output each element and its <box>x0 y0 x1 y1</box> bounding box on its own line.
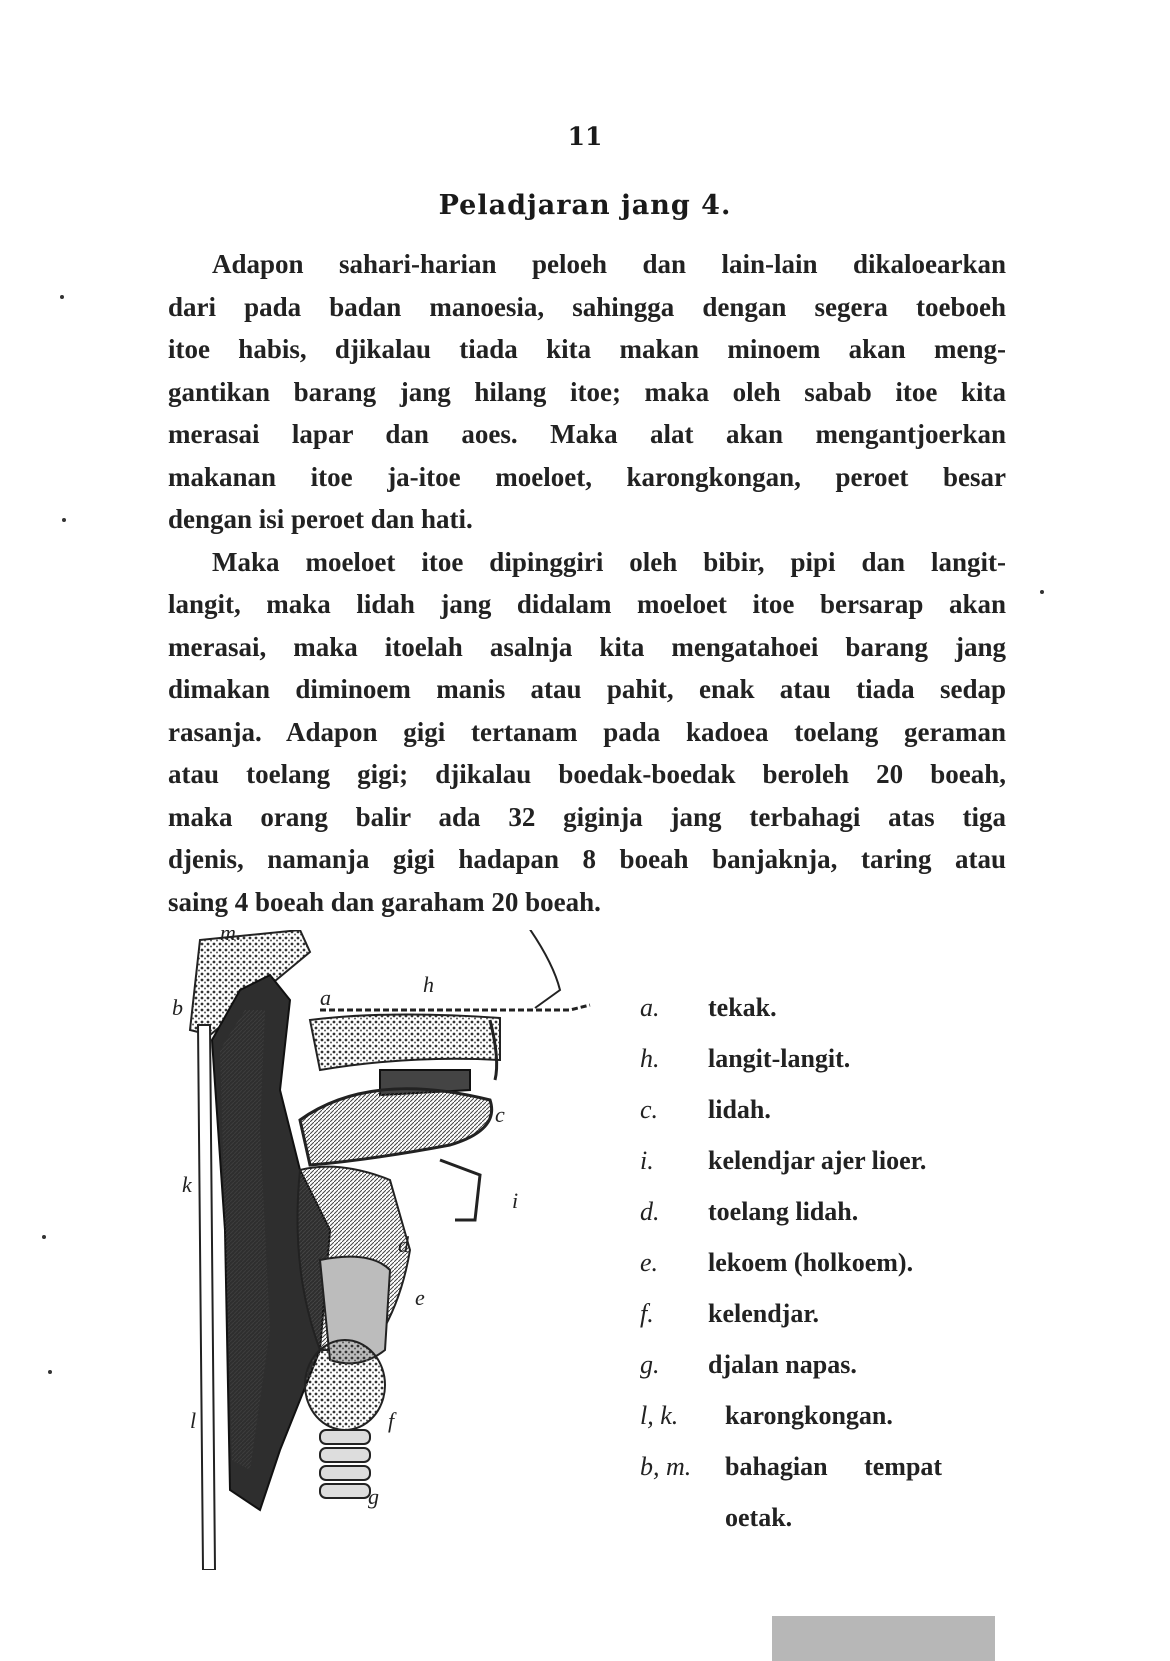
legend-text: lidah. <box>708 1095 771 1124</box>
legend-letter: b, m. <box>640 1452 692 1481</box>
legend-item <box>640 1401 1020 1452</box>
text-line: atau toelang gigi; djikalau boedak-boedak beroleh 20 boeah, <box>168 759 1006 789</box>
text-line: maka orang balir ada 32 giginja jang terbahagi atas tiga <box>168 801 1006 832</box>
legend-text: bahagian tempat <box>725 1452 943 1481</box>
legend-item <box>640 1350 1020 1401</box>
legend-letter: h. <box>640 1044 660 1073</box>
paragraph-2 <box>168 541 1006 924</box>
legend-text: djalan napas. <box>708 1350 857 1379</box>
legend-letter: e. <box>640 1248 659 1277</box>
label-k: k <box>182 1172 192 1197</box>
scan-speck <box>48 1370 52 1374</box>
legend-continuation: oetak. <box>725 1503 793 1532</box>
text-line: rasanja. Adapon gigi tertanam pada kadoea toelang geraman <box>168 716 1006 747</box>
trachea <box>320 1430 370 1498</box>
label-l: l <box>190 1408 197 1433</box>
legend-text: tekak. <box>708 993 777 1022</box>
scan-speck <box>1040 590 1044 594</box>
scan-gray-patch <box>772 1616 995 1661</box>
legend-letter: l, k. <box>640 1401 679 1430</box>
label-g: g <box>368 1484 379 1509</box>
text-line: itoe habis, djikalau tiada kita makan minoem akan meng- <box>168 334 1006 364</box>
tongue <box>300 1089 492 1165</box>
legend-text: lekoem (holkoem). <box>708 1248 914 1277</box>
anatomy-illustration <box>170 930 610 1570</box>
legend-text: kelendjar. <box>708 1299 819 1328</box>
nasal-cavity <box>310 1014 500 1070</box>
text-line: Adapon sahari-harian peloeh dan lain-lain dikaloearkan <box>212 249 1006 279</box>
scan-speck <box>60 295 64 299</box>
legend-letter: a. <box>640 993 660 1022</box>
text-line: gantikan barang jang hilang itoe; maka oleh sabab itoe kita <box>168 376 1006 407</box>
gland <box>305 1340 385 1430</box>
legend-item <box>640 1095 1020 1146</box>
legend-item <box>640 1452 1020 1503</box>
lesson-heading: Peladjaran jang 4. <box>438 190 732 221</box>
text-line: saing 4 boeah dan garaham 20 boeah. <box>168 886 601 917</box>
label-b: b <box>172 995 183 1020</box>
legend-text: kelendjar ajer lioer. <box>708 1146 927 1175</box>
text-line: merasai lapar dan aoes. Maka alat akan mengantjoerkan <box>168 419 1006 449</box>
legend-text: karongkongan. <box>725 1401 893 1430</box>
figure-legend <box>640 993 1020 1543</box>
label-d: d <box>398 1232 409 1257</box>
label-m: m. <box>220 930 242 945</box>
text-line: dengan isi peroet dan hati. <box>168 504 473 534</box>
hyoid-bone <box>440 1160 480 1220</box>
text-line: merasai, maka itoelah asalnja kita mengatahoei barang jang <box>168 631 1006 662</box>
legend-item <box>640 1146 1020 1197</box>
scan-speck <box>62 518 66 522</box>
page-number: 11 <box>567 122 603 151</box>
label-e: e <box>415 1285 425 1310</box>
label-a: a <box>320 985 331 1010</box>
paragraph-1 <box>168 243 1006 541</box>
text-line: makanan itoe ja-itoe moeloet, karongkongan, peroet besar <box>168 461 1006 492</box>
label-h: h <box>423 972 434 997</box>
text-line: Maka moeloet itoe dipinggiri oleh bibir, pipi dan langit- <box>212 546 1006 577</box>
legend-letter: i. <box>640 1146 654 1175</box>
label-i: i <box>512 1188 519 1213</box>
legend-text: toelang lidah. <box>708 1197 859 1226</box>
nose-outline <box>500 930 560 1008</box>
text-line: djenis, namanja gigi hadapan 8 boeah banjaknja, taring atau <box>168 844 1006 874</box>
legend-item <box>640 993 1020 1044</box>
legend-item <box>640 1044 1020 1095</box>
legend-letter: d. <box>640 1197 660 1226</box>
text-line: dimakan diminoem manis atau pahit, enak atau tiada sedap <box>168 674 1006 704</box>
legend-item <box>640 1197 1020 1248</box>
label-f: f <box>388 1408 395 1433</box>
palate-line <box>320 1005 590 1010</box>
text-line: dari pada badan manoesia, sahingga dengan segera toeboeh <box>168 291 1006 322</box>
legend-letter: f. <box>640 1299 654 1328</box>
scan-speck <box>42 1235 46 1239</box>
text-line: langit, maka lidah jang didalam moeloet itoe bersarap akan <box>168 589 1006 619</box>
legend-letter: g. <box>640 1350 660 1379</box>
legend-letter: c. <box>640 1095 659 1124</box>
vertical-bone <box>198 1025 215 1570</box>
body-text <box>168 243 1006 923</box>
legend-item <box>640 1248 1020 1299</box>
legend-text: langit-langit. <box>708 1044 851 1073</box>
label-c: c <box>495 1102 505 1127</box>
legend-item <box>640 1299 1020 1350</box>
